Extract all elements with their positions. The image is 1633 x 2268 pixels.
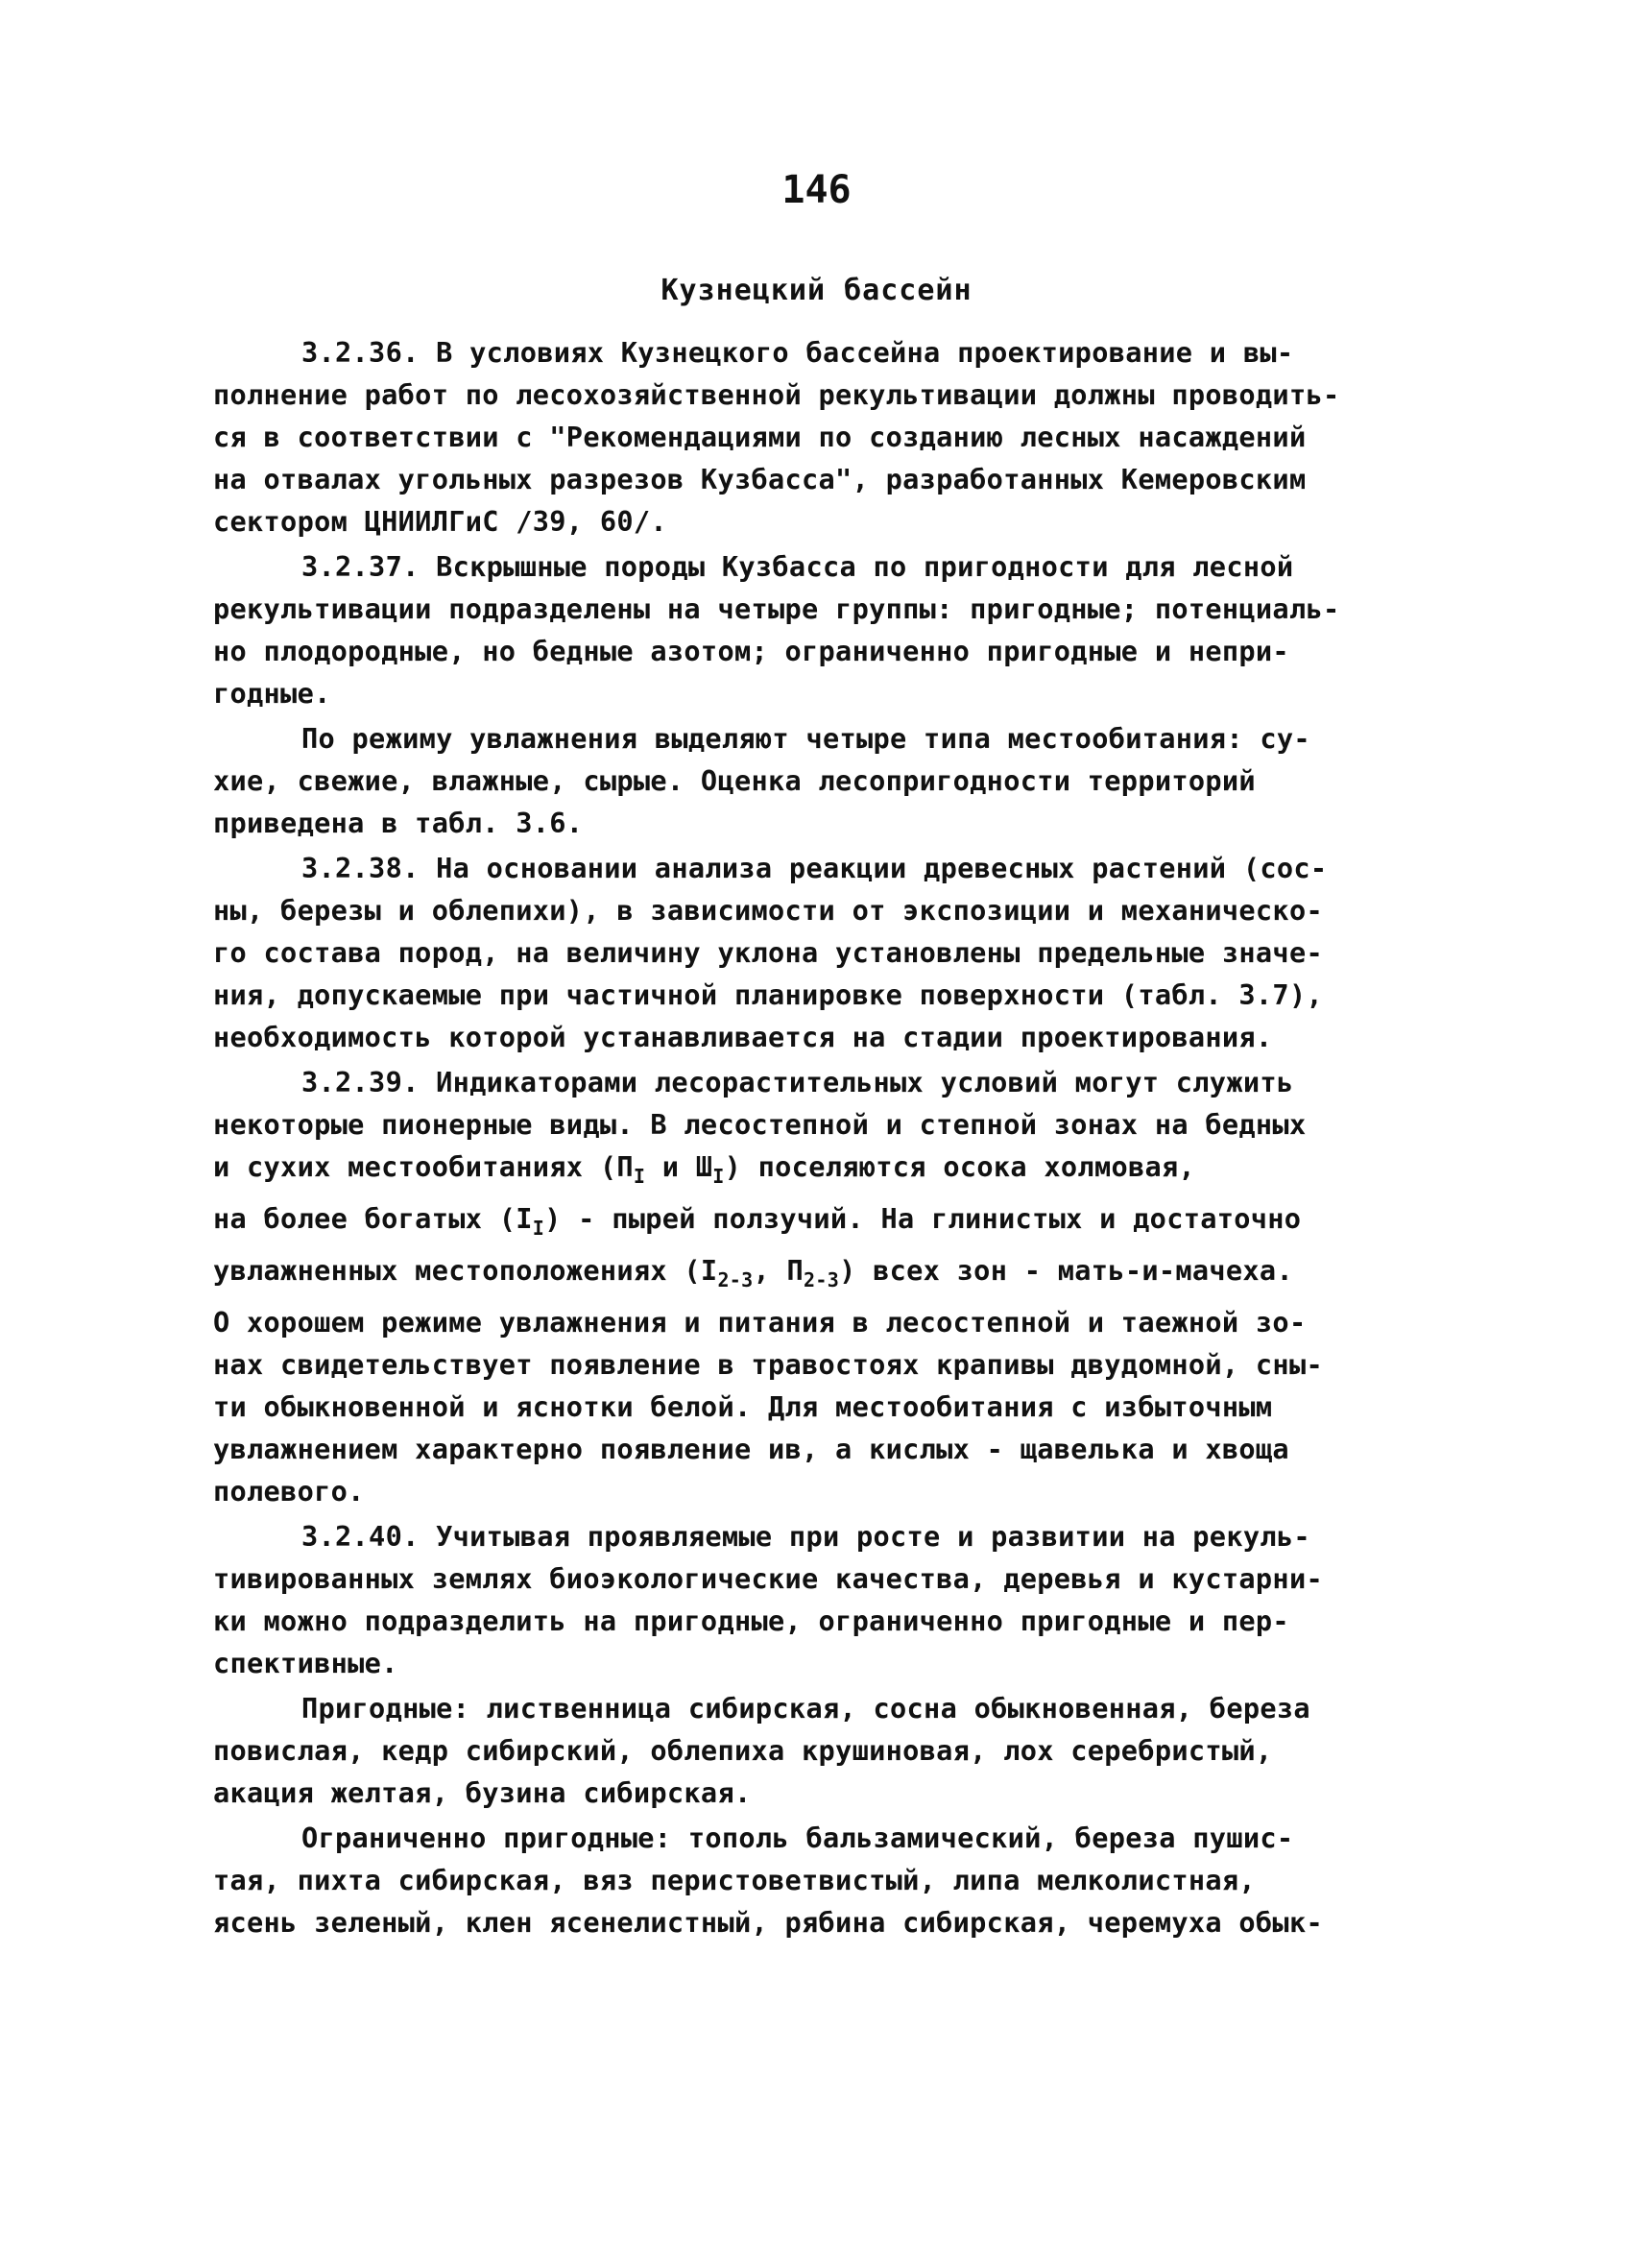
text-line: 3.2.36. В условиях Кузнецкого бассейна проектирование и вы- <box>301 336 1294 369</box>
text-line: 3.2.39. Индикаторами лесорастительных условий могут служить <box>301 1066 1294 1098</box>
text-fragment: , П <box>753 1254 804 1287</box>
text-line: но плодородные, но бедные азотом; ограниченно пригодные и непри- <box>213 635 1289 667</box>
text-line: ти обыкновенной и яснотки белой. Для местообитания с избыточным <box>213 1390 1273 1423</box>
text-line: спективные. <box>213 1647 398 1679</box>
text-line: ны, березы и облепихи), в зависимости от экспозиции и механическо- <box>213 894 1323 927</box>
subscript: I <box>712 1165 725 1188</box>
text-line: Пригодные: лиственница сибирская, сосна обыкновенная, береза <box>301 1692 1310 1725</box>
paragraph-3-2-37 <box>213 545 1452 714</box>
subscript: I <box>633 1165 646 1188</box>
text-fragment: ) - пырей ползучий. На глинистых и достаточно <box>544 1202 1302 1235</box>
document-body <box>213 331 1452 1946</box>
paragraph-3-2-36 <box>213 331 1452 543</box>
page-number: 146 <box>781 168 852 212</box>
subscript: I <box>532 1217 545 1240</box>
text-line: 3.2.38. На основании анализа реакции древесных растений (сос- <box>301 852 1328 884</box>
text-line: ясень зеленый, клен ясенелистный, рябина сибирская, черемуха обык- <box>213 1906 1323 1939</box>
subscript: 2-3 <box>717 1268 754 1291</box>
text-line: необходимость которой устанавливается на стадии проектирования. <box>213 1021 1273 1053</box>
text-line: рекультивации подразделены на четыре группы: пригодные; потенциаль- <box>213 592 1340 625</box>
text-line: некоторые пионерные виды. В лесостепной и степной зонах на бедных <box>213 1108 1307 1141</box>
text-line: ки можно подразделить на пригодные, ограниченно пригодные и пер- <box>213 1604 1289 1637</box>
text-line: О хорошем режиме увлажнения и питания в лесостепной и таежной зо- <box>213 1306 1307 1339</box>
text-line: полнение работ по лесохозяйственной рекультивации должны проводить- <box>213 378 1340 411</box>
text-fragment: и сухих местообитаниях (П <box>213 1150 634 1183</box>
text-line: акация желтая, бузина сибирская. <box>213 1776 752 1809</box>
paragraph-moisture-regime <box>213 717 1452 844</box>
text-line: ся в соответствии с "Рекомендациями по созданию лесных насаждений <box>213 421 1307 453</box>
text-line-with-subscripts <box>213 1197 1452 1249</box>
text-line: 3.2.37. Вскрышные породы Кузбасса по пригодности для лесной <box>301 550 1294 583</box>
paragraph-3-2-40 <box>213 1515 1452 1684</box>
text-fragment: увлажненных местоположениях (I <box>213 1254 718 1287</box>
text-line: полевого. <box>213 1475 365 1508</box>
text-line: Ограниченно пригодные: тополь бальзамический, береза пушис- <box>301 1822 1294 1854</box>
text-line: го состава пород, на величину уклона установлены предельные значе- <box>213 936 1323 969</box>
text-line: повислая, кедр сибирский, облепиха крушиновая, лох серебристый, <box>213 1734 1273 1767</box>
text-line: нах свидетельствует появление в травостоях крапивы двудомной, сны- <box>213 1348 1323 1381</box>
text-line-with-subscripts <box>213 1249 1452 1301</box>
text-line: 3.2.40. Учитывая проявляемые при росте и развитии на рекуль- <box>301 1520 1310 1553</box>
text-line: увлажнением характерно появление ив, а кислых - щавелька и хвоща <box>213 1433 1289 1465</box>
text-fragment: ) всех зон - мать-и-мачеха. <box>839 1254 1293 1287</box>
text-fragment: и Ш <box>645 1150 713 1183</box>
paragraph-suitable-species <box>213 1687 1452 1814</box>
text-line: годные. <box>213 677 331 710</box>
text-line: на отвалах угольных разрезов Кузбасса", разработанных Кемеровским <box>213 463 1307 495</box>
subscript: 2-3 <box>804 1268 840 1291</box>
text-line-with-subscripts <box>213 1146 1452 1197</box>
text-line: ния, допускаемые при частичной планировке поверхности (табл. 3.7), <box>213 978 1323 1011</box>
text-line: сектором ЦНИИЛГиС /39, 60/. <box>213 505 667 538</box>
text-line: хие, свежие, влажные, сырые. Оценка лесопригодности территорий <box>213 764 1256 797</box>
text-line: тивированных землях биоэкологические качества, деревья и кустарни- <box>213 1562 1323 1595</box>
paragraph-3-2-38 <box>213 847 1452 1058</box>
text-fragment: ) поселяются осока холмовая, <box>724 1150 1196 1183</box>
paragraph-3-2-39 <box>213 1061 1452 1512</box>
text-line: тая, пихта сибирская, вяз перистоветвистый, липа мелколистная, <box>213 1864 1256 1896</box>
section-heading: Кузнецкий бассейн <box>660 274 973 307</box>
text-fragment: на более богатых (I <box>213 1202 533 1235</box>
text-line: По режиму увлажнения выделяют четыре типа местообитания: су- <box>301 722 1310 755</box>
paragraph-limited-species <box>213 1817 1452 1943</box>
text-line: приведена в табл. 3.6. <box>213 807 584 839</box>
